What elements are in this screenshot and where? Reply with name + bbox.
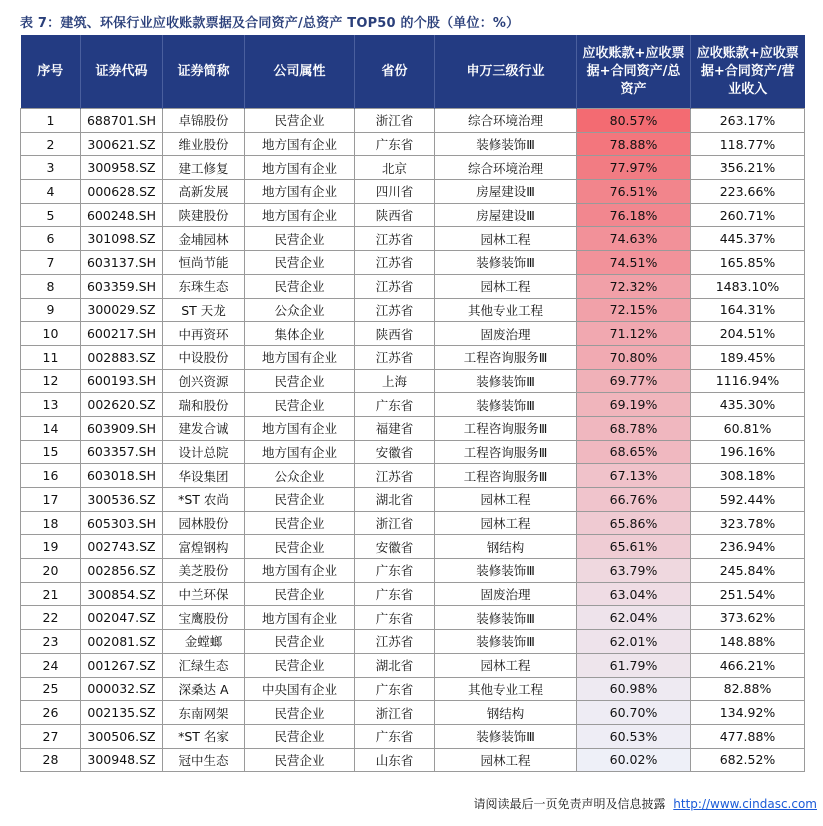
table-cell: 工程咨询服务Ⅲ [435,464,577,488]
table-cell: 设计总院 [163,440,245,464]
table-cell: 民营企业 [245,630,355,654]
table-cell: 1 [21,109,81,133]
table-row [21,464,805,488]
table-cell: 创兴资源 [163,369,245,393]
table-cell: 安徽省 [355,440,435,464]
table-cell: 165.85% [691,251,805,275]
table-row [21,653,805,677]
table-cell: 维业股份 [163,132,245,156]
table-cell: 62.01% [577,630,691,654]
table-cell: 74.63% [577,227,691,251]
table-cell: 瑞和股份 [163,393,245,417]
table-cell: 陕西省 [355,322,435,346]
table-cell: 民营企业 [245,488,355,512]
table-cell: 251.54% [691,582,805,606]
table-cell: ST 天龙 [163,298,245,322]
table-cell: 江苏省 [355,630,435,654]
header-cell: 申万三级行业 [435,35,577,109]
table-cell: 603018.SH [81,464,163,488]
table-cell: 001267.SZ [81,653,163,677]
table-cell: 装修装饰Ⅲ [435,630,577,654]
table-cell: 江苏省 [355,227,435,251]
table-cell: 80.57% [577,109,691,133]
table-cell: 广东省 [355,132,435,156]
table-cell: 002620.SZ [81,393,163,417]
table-cell: 24 [21,653,81,677]
table-cell: 592.44% [691,488,805,512]
header-cell: 序号 [21,35,81,109]
table-cell: 21 [21,582,81,606]
table-cell: 26 [21,701,81,725]
table-row [21,677,805,701]
table-cell: 装修装饰Ⅲ [435,606,577,630]
table-cell: 东珠生态 [163,274,245,298]
table-cell: 9 [21,298,81,322]
table-row [21,203,805,227]
table-cell: 603909.SH [81,416,163,440]
table-cell: 江苏省 [355,345,435,369]
table-cell: 118.77% [691,132,805,156]
table-cell: 中再资环 [163,322,245,346]
table-cell: 445.37% [691,227,805,251]
table-cell: 广东省 [355,606,435,630]
table-cell: 装修装饰Ⅲ [435,393,577,417]
table-row [21,535,805,559]
table-cell: *ST 名家 [163,724,245,748]
table-cell: 682.52% [691,748,805,772]
table-cell: 园林工程 [435,274,577,298]
table-cell: 宝鹰股份 [163,606,245,630]
table-cell: 373.62% [691,606,805,630]
table-cell: 东南网架 [163,701,245,725]
table-cell: 62.04% [577,606,691,630]
table-cell: 地方国有企业 [245,203,355,227]
table-cell: 600248.SH [81,203,163,227]
table-cell: 装修装饰Ⅲ [435,132,577,156]
table-cell: 323.78% [691,511,805,535]
table-cell: 13 [21,393,81,417]
table-cell: 67.13% [577,464,691,488]
table-row [21,109,805,133]
table-cell: 地方国有企业 [245,559,355,583]
table-row [21,369,805,393]
table-cell: 60.53% [577,724,691,748]
table-cell: 工程咨询服务Ⅲ [435,345,577,369]
table-cell: 民营企业 [245,724,355,748]
table-row [21,227,805,251]
table-cell: 中兰环保 [163,582,245,606]
table-cell: 地方国有企业 [245,132,355,156]
table-cell: 1483.10% [691,274,805,298]
table-row [21,393,805,417]
table-cell: 82.88% [691,677,805,701]
table-cell: 广东省 [355,393,435,417]
table-cell: 11 [21,345,81,369]
table-cell: 28 [21,748,81,772]
table-cell: 10 [21,322,81,346]
table-cell: 63.79% [577,559,691,583]
data-table [20,35,805,772]
table-cell: 002081.SZ [81,630,163,654]
table-cell: 148.88% [691,630,805,654]
table-cell: 民营企业 [245,369,355,393]
table-cell: 72.32% [577,274,691,298]
header-cell: 公司属性 [245,35,355,109]
table-cell: 63.04% [577,582,691,606]
table-cell: 民营企业 [245,582,355,606]
table-cell: 23 [21,630,81,654]
table-cell: 陕西省 [355,203,435,227]
table-row [21,132,805,156]
table-cell: 园林工程 [435,488,577,512]
table-body [21,109,805,772]
table-row [21,582,805,606]
table-cell: 公众企业 [245,298,355,322]
table-cell: 广东省 [355,677,435,701]
table-cell: 地方国有企业 [245,180,355,204]
table-row [21,251,805,275]
table-cell: 466.21% [691,653,805,677]
table-cell: 华设集团 [163,464,245,488]
table-cell: 68.65% [577,440,691,464]
table-row [21,724,805,748]
table-row [21,701,805,725]
table-cell: 工程咨询服务Ⅲ [435,440,577,464]
table-cell: 61.79% [577,653,691,677]
footer [473,795,817,812]
table-cell: 71.12% [577,322,691,346]
table-cell: 美芝股份 [163,559,245,583]
table-cell: *ST 农尚 [163,488,245,512]
table-row [21,322,805,346]
table-cell: 300948.SZ [81,748,163,772]
table-row [21,488,805,512]
table-cell: 300029.SZ [81,298,163,322]
table-cell: 189.45% [691,345,805,369]
table-cell: 60.70% [577,701,691,725]
table-cell: 002135.SZ [81,701,163,725]
table-cell: 建发合诚 [163,416,245,440]
table-cell: 汇绿生态 [163,653,245,677]
table-cell: 164.31% [691,298,805,322]
table-cell: 上海 [355,369,435,393]
table-cell: 002883.SZ [81,345,163,369]
table-cell: 70.80% [577,345,691,369]
table-cell: 园林工程 [435,748,577,772]
table-cell: 恒尚节能 [163,251,245,275]
table-cell: 22 [21,606,81,630]
table-cell: 000628.SZ [81,180,163,204]
table-cell: 地方国有企业 [245,345,355,369]
table-cell: 65.61% [577,535,691,559]
table-cell: 134.92% [691,701,805,725]
table-cell: 76.51% [577,180,691,204]
table-cell: 14 [21,416,81,440]
table-cell: 308.18% [691,464,805,488]
table-cell: 477.88% [691,724,805,748]
table-cell: 四川省 [355,180,435,204]
table-cell: 000032.SZ [81,677,163,701]
table-cell: 民营企业 [245,653,355,677]
table-cell: 浙江省 [355,701,435,725]
table-cell: 69.77% [577,369,691,393]
table-cell: 深桑达 A [163,677,245,701]
table-cell: 高新发展 [163,180,245,204]
table-cell: 25 [21,677,81,701]
header-row [21,35,805,109]
table-cell: 300958.SZ [81,156,163,180]
table-cell: 安徽省 [355,535,435,559]
table-row [21,416,805,440]
table-cell: 20 [21,559,81,583]
table-cell: 装修装饰Ⅲ [435,251,577,275]
table-cell: 园林工程 [435,511,577,535]
table-cell: 民营企业 [245,227,355,251]
table-cell: 300506.SZ [81,724,163,748]
table-cell: 263.17% [691,109,805,133]
table-cell: 204.51% [691,322,805,346]
table-cell: 园林工程 [435,653,577,677]
table-cell: 卓锦股份 [163,109,245,133]
table-cell: 002743.SZ [81,535,163,559]
table-cell: 600217.SH [81,322,163,346]
table-cell: 60.02% [577,748,691,772]
table-title: 表 7：建筑、环保行业应收账款票据及合同资产/总资产 TOP50 的个股（单位：%） [20,16,520,31]
table-cell: 园林股份 [163,511,245,535]
table-cell: 民营企业 [245,701,355,725]
table-cell: 300621.SZ [81,132,163,156]
table-cell: 605303.SH [81,511,163,535]
header-cell: 省份 [355,35,435,109]
table-cell: 300536.SZ [81,488,163,512]
table-cell: 北京 [355,156,435,180]
table-cell: 山东省 [355,748,435,772]
table-cell: 钢结构 [435,535,577,559]
table-cell: 60.81% [691,416,805,440]
table-cell: 江苏省 [355,251,435,275]
table-cell: 260.71% [691,203,805,227]
website-link[interactable]: http://www.cindasc.com [673,797,817,811]
table-cell: 浙江省 [355,511,435,535]
table-cell: 236.94% [691,535,805,559]
table-cell: 综合环境治理 [435,156,577,180]
table-cell: 钢结构 [435,701,577,725]
header-cell: 证券代码 [81,35,163,109]
table-cell: 园林工程 [435,227,577,251]
table-cell: 金螳螂 [163,630,245,654]
table-cell: 8 [21,274,81,298]
table-row [21,559,805,583]
table-cell: 1116.94% [691,369,805,393]
table-cell: 工程咨询服务Ⅲ [435,416,577,440]
table-cell: 湖北省 [355,653,435,677]
header-cell: 证券简称 [163,35,245,109]
table-cell: 公众企业 [245,464,355,488]
table-cell: 中设股份 [163,345,245,369]
header-cell: 应收账款+应收票据+合同资产/总资产 [577,35,691,109]
disclaimer-text: 请阅读最后一页免责声明及信息披露 [473,797,666,811]
table-cell: 78.88% [577,132,691,156]
table-cell: 300854.SZ [81,582,163,606]
table-cell: 装修装饰Ⅲ [435,559,577,583]
table-cell: 435.30% [691,393,805,417]
table-cell: 002856.SZ [81,559,163,583]
table-cell: 223.66% [691,180,805,204]
table-row [21,630,805,654]
table-header [21,35,805,109]
table-cell: 集体企业 [245,322,355,346]
table-cell: 60.98% [577,677,691,701]
table-cell: 广东省 [355,582,435,606]
table-cell: 地方国有企业 [245,416,355,440]
table-cell: 688701.SH [81,109,163,133]
table-cell: 4 [21,180,81,204]
table-cell: 地方国有企业 [245,156,355,180]
table-cell: 301098.SZ [81,227,163,251]
table-cell: 湖北省 [355,488,435,512]
table-cell: 其他专业工程 [435,677,577,701]
table-cell: 冠中生态 [163,748,245,772]
table-cell: 装修装饰Ⅲ [435,724,577,748]
table-cell: 民营企业 [245,748,355,772]
table-cell: 002047.SZ [81,606,163,630]
table-cell: 2 [21,132,81,156]
table-cell: 广东省 [355,724,435,748]
table-cell: 金埔园林 [163,227,245,251]
table-cell: 603137.SH [81,251,163,275]
table-cell: 27 [21,724,81,748]
table-cell: 富煌钢构 [163,535,245,559]
table-row [21,274,805,298]
table-cell: 5 [21,203,81,227]
table-row [21,440,805,464]
table-row [21,156,805,180]
table-cell: 民营企业 [245,274,355,298]
table-cell: 综合环境治理 [435,109,577,133]
table-cell: 16 [21,464,81,488]
table-cell: 江苏省 [355,274,435,298]
table-cell: 3 [21,156,81,180]
table-cell: 600193.SH [81,369,163,393]
table-cell: 603359.SH [81,274,163,298]
table-cell: 浙江省 [355,109,435,133]
table-cell: 其他专业工程 [435,298,577,322]
table-row [21,748,805,772]
table-cell: 固废治理 [435,322,577,346]
table-cell: 7 [21,251,81,275]
table-cell: 民营企业 [245,109,355,133]
table-row [21,345,805,369]
table-cell: 74.51% [577,251,691,275]
table-cell: 福建省 [355,416,435,440]
table-row [21,298,805,322]
table-row [21,606,805,630]
table-cell: 地方国有企业 [245,606,355,630]
table-cell: 中央国有企业 [245,677,355,701]
table-cell: 76.18% [577,203,691,227]
table-cell: 72.15% [577,298,691,322]
table-cell: 民营企业 [245,251,355,275]
header-cell: 应收账款+应收票据+合同资产/营业收入 [691,35,805,109]
table-row [21,511,805,535]
table-cell: 196.16% [691,440,805,464]
table-cell: 装修装饰Ⅲ [435,369,577,393]
table-cell: 固废治理 [435,582,577,606]
table-cell: 江苏省 [355,298,435,322]
table-cell: 77.97% [577,156,691,180]
table-cell: 603357.SH [81,440,163,464]
table-cell: 江苏省 [355,464,435,488]
table-cell: 房屋建设Ⅲ [435,180,577,204]
table-cell: 66.76% [577,488,691,512]
table-cell: 68.78% [577,416,691,440]
table-cell: 18 [21,511,81,535]
table-cell: 建工修复 [163,156,245,180]
table-cell: 245.84% [691,559,805,583]
table-cell: 17 [21,488,81,512]
table-cell: 广东省 [355,559,435,583]
table-cell: 69.19% [577,393,691,417]
table-cell: 民营企业 [245,535,355,559]
table-row [21,180,805,204]
table-cell: 356.21% [691,156,805,180]
table-cell: 15 [21,440,81,464]
table-cell: 民营企业 [245,393,355,417]
table-cell: 65.86% [577,511,691,535]
table-cell: 陕建股份 [163,203,245,227]
table-cell: 12 [21,369,81,393]
table-cell: 6 [21,227,81,251]
table-cell: 房屋建设Ⅲ [435,203,577,227]
table-cell: 19 [21,535,81,559]
table-cell: 民营企业 [245,511,355,535]
table-cell: 地方国有企业 [245,440,355,464]
